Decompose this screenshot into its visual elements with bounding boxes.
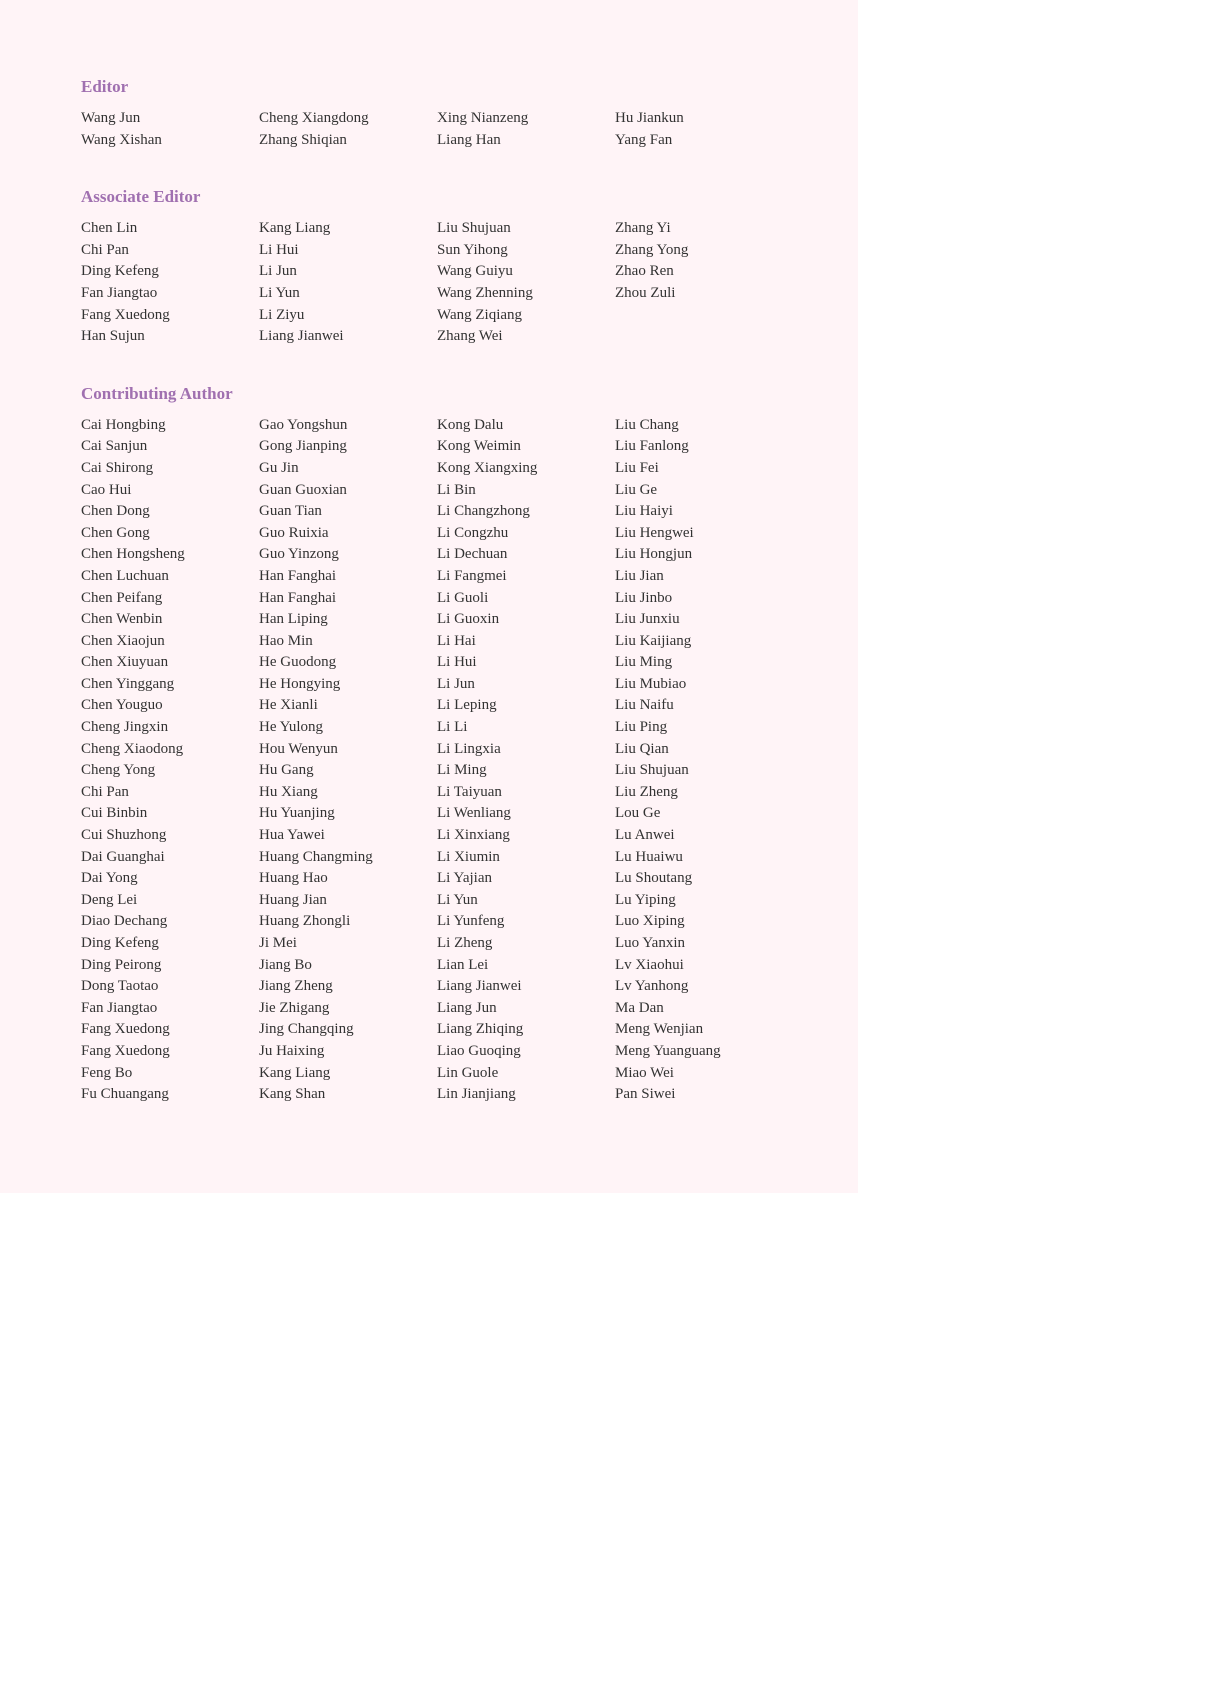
person-name: Li Xinxiang [437,827,510,844]
person-name: Li Hai [437,632,476,649]
person-name: Hu Xiang [259,783,318,800]
person-name: Liao Guoqing [437,1042,521,1059]
person-name: Yang Fan [615,131,673,148]
person-name: Li Taiyuan [437,783,502,800]
person-name: Jiang Bo [259,956,312,973]
person-name: Cui Shuzhong [81,827,167,844]
person-name: Dai Yong [81,870,138,887]
person-name: Kang Liang [259,220,331,237]
person-name: Liu Shujuan [615,762,689,779]
person-name: Huang Hao [259,870,328,887]
person-name: Ding Kefeng [81,263,159,280]
person-name: Huang Zhongli [259,913,351,930]
person-name: Lu Yiping [615,891,676,908]
person-name: Li Changzhong [437,503,530,520]
person-name: Zhang Shiqian [259,131,347,148]
person-name: Zhou Zuli [615,284,676,301]
person-name: Lian Lei [437,956,489,973]
person-name: Wang Zhenning [437,284,533,301]
person-name: Liu Shujuan [437,220,511,237]
person-name: Luo Yanxin [615,935,686,951]
person-name: Cai Sanjun [81,438,148,455]
person-name: Li Leping [437,697,497,714]
person-name: Liu Kaijiang [615,632,692,649]
person-name: Huang Changming [259,848,373,865]
person-name: Guan Tian [259,503,322,520]
person-name: Liu Jinbo [615,589,673,606]
person-name: Hu Jiankun [615,110,684,126]
person-name: Chen Gong [81,524,150,541]
person-name: Liu Hengwei [615,524,694,541]
person-name: Han Liping [259,611,328,628]
person-name: Liang Jianwei [259,328,344,345]
person-name: Xing Nianzeng [437,110,529,126]
person-name: Li Ming [437,762,487,779]
section-associate-editor [81,184,821,348]
person-name: Ma Dan [615,999,664,1016]
person-name: Ju Haixing [259,1042,325,1059]
person-name: Lin Jianjiang [437,1086,516,1103]
person-name: Liu Hongjun [615,546,693,563]
person-name: Wang Xishan [81,131,162,148]
person-name: Huang Jian [259,891,327,908]
person-name: Liang Jianwei [437,978,522,995]
section-editor [81,74,821,151]
person-name: Feng Bo [81,1064,133,1081]
person-name: Li Congzhu [437,524,509,541]
person-name: Han Sujun [81,328,145,345]
person-name: Lv Xiaohui [615,956,684,973]
person-name: Li Jun [437,675,475,692]
person-name: Chen Xiuyuan [81,654,169,671]
person-name: Liu Ming [615,654,673,671]
person-name: Wang Jun [81,110,141,126]
person-name: Liu Junxiu [615,611,680,628]
person-name: Wang Guiyu [437,263,513,280]
person-name: Meng Wenjian [615,1021,704,1038]
person-name: Liu Qian [615,740,669,757]
person-name: Chen Youguo [81,697,163,714]
person-name: Sun Yihong [437,241,508,258]
person-name: Liang Zhiqing [437,1021,524,1038]
person-name: Dai Guanghai [81,848,165,865]
person-name: Liang Jun [437,999,497,1016]
person-name: Han Fanghai [259,589,337,606]
person-name: Fan Jiangtao [81,284,158,301]
name-grid [81,218,821,348]
person-name: Liu Chang [615,416,679,433]
person-name: Guo Ruixia [259,524,329,541]
person-name: Pan Siwei [615,1086,676,1103]
person-name: Fan Jiangtao [81,999,158,1016]
person-name: Li Yajian [437,870,493,887]
person-name: Jing Changqing [259,1021,354,1038]
person-name: Hu Gang [259,762,314,779]
section-title: Associate Editor [81,187,201,207]
person-name: Liu Haiyi [615,503,673,520]
person-name: Liu Mubiao [615,675,687,692]
person-name: Ding Peirong [81,956,162,973]
person-name: Liang Han [437,131,501,148]
person-name: Liu Zheng [615,783,678,800]
person-name: Cai Hongbing [81,416,166,433]
person-name: Jie Zhigang [259,999,330,1016]
person-name: Liu Jian [615,567,664,584]
contributors-list [81,74,821,1139]
person-name [615,305,793,327]
person-name: Chen Dong [81,503,150,520]
person-name: Li Yun [259,284,300,301]
person-name: Cheng Jingxin [81,719,169,736]
person-name: Chen Yinggang [81,675,175,692]
section-title: Contributing Author [81,383,233,403]
person-name: Zhao Ren [615,263,674,280]
person-name: Fang Xuedong [81,306,170,323]
person-name: Li Li [437,719,468,736]
person-name: Kong Weimin [437,438,521,455]
person-name: Li Wenliang [437,805,511,822]
person-name: Lu Anwei [615,827,675,844]
person-name: Gong Jianping [259,438,347,455]
person-name: Liu Naifu [615,697,674,714]
person-name: Kong Dalu [437,416,504,433]
person-name: Cai Shirong [81,459,154,476]
name-grid [81,415,821,1106]
section-title: Editor [81,77,129,96]
person-name: He Guodong [259,654,337,671]
person-name: Diao Dechang [81,913,168,930]
person-name: Zhang Yi [615,220,671,237]
person-name: Guan Guoxian [259,481,347,498]
person-name: Cheng Xiangdong [259,110,369,126]
person-name: Chen Lin [81,220,138,237]
person-name: Fang Xuedong [81,1042,170,1059]
person-name: He Yulong [259,719,324,736]
person-name: Chen Hongsheng [81,546,185,563]
person-name: Gao Yongshun [259,416,348,433]
person-name: Kong Xiangxing [437,459,538,476]
person-name: Jiang Zheng [259,978,333,995]
person-name: Zhang Wei [437,328,503,345]
person-name: Chi Pan [81,783,129,800]
person-name: Hua Yawei [259,827,325,844]
person-name: Liu Ping [615,719,668,736]
person-name: Ding Kefeng [81,935,159,951]
person-name: Zhang Yong [615,241,689,258]
person-name: Li Bin [437,481,476,498]
person-name: Han Fanghai [259,567,337,584]
person-name: Li Dechuan [437,546,508,563]
person-name: Li Ziyu [259,306,305,323]
person-name: Luo Xiping [615,913,685,930]
person-name: Gu Jin [259,459,299,476]
person-name: Liu Fanlong [615,438,689,455]
person-name: Li Zheng [437,935,493,951]
person-name: He Xianli [259,697,318,714]
person-name: Li Guoxin [437,611,500,628]
person-name: Hao Min [259,632,313,649]
person-name: Li Yunfeng [437,913,505,930]
person-name [615,326,793,348]
person-name: Lu Huaiwu [615,848,683,865]
person-name: Hou Wenyun [259,740,338,757]
person-name: Fang Xuedong [81,1021,170,1038]
section-contributing-author [81,381,821,1106]
person-name: Miao Wei [615,1064,674,1081]
person-name: Liu Ge [615,481,658,498]
person-name: Lv Yanhong [615,978,689,995]
person-name: Li Lingxia [437,740,501,757]
person-name: Chen Xiaojun [81,632,165,649]
person-name: Hu Yuanjing [259,805,335,822]
person-name: Li Xiumin [437,848,500,865]
person-name: Guo Yinzong [259,546,339,563]
person-name: Li Guoli [437,589,489,606]
person-name: Liu Fei [615,459,659,476]
person-name: Chen Peifang [81,589,163,606]
person-name: Cheng Xiaodong [81,740,184,757]
person-name: Lou Ge [615,805,661,822]
person-name: Lin Guole [437,1064,499,1081]
person-name: Wang Ziqiang [437,306,523,323]
person-name: Chi Pan [81,241,129,258]
person-name: Kang Shan [259,1086,326,1103]
person-name: Deng Lei [81,891,138,908]
person-name: Ji Mei [259,935,297,951]
name-grid [81,108,821,151]
person-name: Lu Shoutang [615,870,693,887]
person-name: Kang Liang [259,1064,331,1081]
person-name: Li Hui [259,241,299,258]
person-name: He Hongying [259,675,341,692]
person-name: Li Hui [437,654,477,671]
person-name: Chen Luchuan [81,567,169,584]
person-name: Li Jun [259,263,297,280]
person-name: Cao Hui [81,481,132,498]
person-name: Cui Binbin [81,805,148,822]
person-name: Li Fangmei [437,567,507,584]
person-name: Cheng Yong [81,762,156,779]
person-name: Li Yun [437,891,478,908]
person-name: Dong Taotao [81,978,159,995]
person-name: Meng Yuanguang [615,1042,721,1059]
document-page [0,0,858,1193]
person-name: Fu Chuangang [81,1086,169,1103]
person-name: Chen Wenbin [81,611,163,628]
